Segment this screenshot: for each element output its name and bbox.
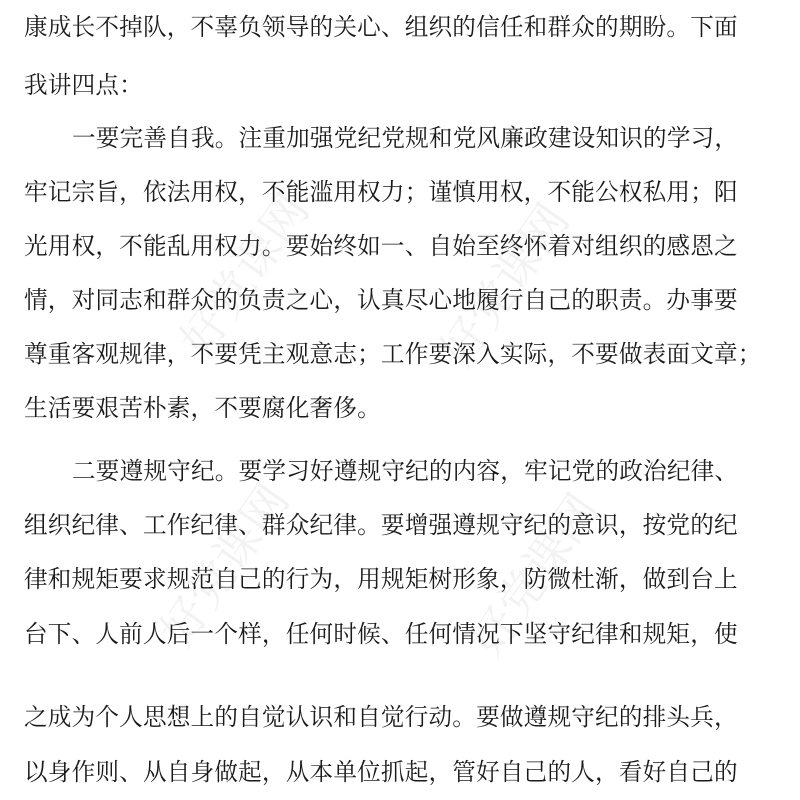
text-line: 之成为个人思想上的自觉认识和自觉行动。要做遵规守纪的排头兵， [24,703,738,731]
watermark: 好党课网 [459,483,610,666]
paragraph-first-line: 一要完善自我。注重加强党纪党规和党风廉政建设知识的学习， [72,124,739,152]
watermark: 好党课网 [429,193,580,376]
text-line: 我讲四点： [24,71,143,99]
text-line: 以身作则、从自身做起，从本单位抓起，管好自己的人，看好自己的 [24,758,738,786]
text-line: 生活要艰苦朴素，不要腐化奢侈。 [24,394,381,422]
text-line: 康成长不掉队，不辜负领导的关心、组织的信任和群众的期盼。下面 [24,13,738,41]
text-line: 组织纪律、工作纪律、群众纪律。要增强遵规守纪的意识，按党的纪 [24,511,738,539]
text-line: 光用权，不能乱用权力。要始终如一、自始至终怀着对组织的感恩之 [24,232,738,260]
text-line: 情，对同志和群众的负责之心，认真尽心地履行自己的职责。办事要 [24,286,738,314]
text-line: 尊重客观规律，不要凭主观意志；工作要深入实际，不要做表面文章； [24,340,762,368]
paragraph-first-line: 二要遵规守纪。要学习好遵规守纪的内容，牢记党的政治纪律、 [72,457,739,485]
text-line: 台下、人前人后一个样，任何时候、任何情况下坚守纪律和规矩，使 [24,620,738,648]
watermark: 好党课网 [169,183,320,366]
text-line: 牢记宗旨，依法用权，不能滥用权力；谨慎用权，不能公权私用；阳 [24,178,738,206]
text-line: 律和规矩要求规范自己的行为，用规矩树形象，防微杜渐，做到台上 [24,565,738,593]
watermark: 好党课网 [149,473,300,656]
